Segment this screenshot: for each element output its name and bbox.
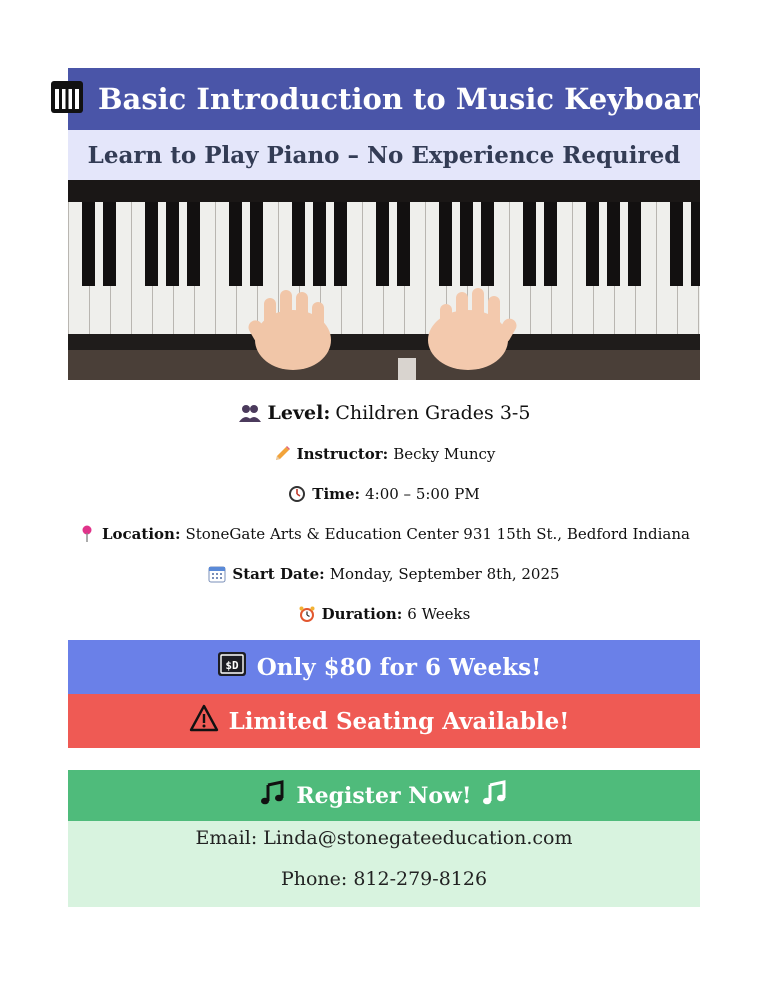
subtitle-banner xyxy=(68,130,700,180)
pencil-icon xyxy=(273,445,291,463)
white-key-edge xyxy=(68,202,69,334)
instructor-value: Becky Muncy xyxy=(393,445,496,463)
calendar-icon xyxy=(208,565,226,583)
black-key xyxy=(628,202,641,286)
white-key-edge xyxy=(572,202,573,334)
black-key xyxy=(670,202,683,286)
black-key xyxy=(229,202,242,286)
black-key xyxy=(292,202,305,286)
level-label: Level: xyxy=(267,402,331,424)
page-title: Basic Introduction to Music Keyboard xyxy=(98,82,718,116)
price-banner xyxy=(68,640,700,694)
black-key xyxy=(145,202,158,286)
black-key xyxy=(523,202,536,286)
black-key xyxy=(187,202,200,286)
black-key xyxy=(376,202,389,286)
level-row xyxy=(0,392,768,434)
start-date-label: Start Date: xyxy=(232,565,325,583)
black-key xyxy=(103,202,116,286)
limited-seating-banner xyxy=(68,694,700,748)
title-banner xyxy=(68,68,718,130)
piano-keys-icon xyxy=(50,80,84,118)
duration-row xyxy=(0,594,768,634)
white-key-edge xyxy=(215,202,216,334)
music-note-icon xyxy=(482,780,508,812)
black-key xyxy=(607,202,620,286)
black-key xyxy=(586,202,599,286)
black-key xyxy=(82,202,95,286)
black-key xyxy=(397,202,410,286)
black-key xyxy=(481,202,494,286)
register-banner xyxy=(68,770,700,821)
black-key xyxy=(460,202,473,286)
clock-icon xyxy=(288,485,306,503)
location-label: Location: xyxy=(102,525,181,543)
black-key xyxy=(166,202,179,286)
time-label: Time: xyxy=(312,485,361,503)
price-tag-icon xyxy=(217,650,247,684)
duration-value: 6 Weeks xyxy=(407,605,471,623)
black-key xyxy=(439,202,452,286)
page-subtitle: Learn to Play Piano – No Experience Required xyxy=(87,141,681,169)
white-key-edge xyxy=(425,202,426,334)
time-row xyxy=(0,474,768,514)
contact-phone[interactable]: Phone: 812-279-8126 xyxy=(280,868,488,890)
piano-hands-photo xyxy=(68,180,700,380)
white-key-edge xyxy=(509,202,510,334)
contact-email[interactable]: Email: Linda@stonegateeducation.com xyxy=(195,827,573,849)
warning-icon xyxy=(189,704,219,738)
start-date-value: Monday, September 8th, 2025 xyxy=(329,565,560,583)
start-date-row xyxy=(0,554,768,594)
contact-box xyxy=(68,821,700,907)
map-pin-icon xyxy=(78,525,96,543)
black-key xyxy=(313,202,326,286)
black-key xyxy=(691,202,700,286)
svg-text:$D: $D xyxy=(225,659,239,672)
instructor-label: Instructor: xyxy=(296,445,389,463)
register-text: Register Now! xyxy=(296,782,472,809)
black-key xyxy=(250,202,263,286)
white-key-edge xyxy=(362,202,363,334)
limited-seating-text: Limited Seating Available! xyxy=(228,707,570,735)
white-key-edge xyxy=(131,202,132,334)
price-text: Only $80 for 6 Weeks! xyxy=(256,653,542,681)
class-details xyxy=(0,392,768,634)
black-key xyxy=(544,202,557,286)
time-value: 4:00 – 5:00 PM xyxy=(365,485,480,503)
location-row xyxy=(0,514,768,554)
location-value: StoneGate Arts & Education Center 931 15th St., Bedford Indiana xyxy=(185,525,690,543)
alarm-clock-icon xyxy=(298,605,316,623)
duration-label: Duration: xyxy=(321,605,403,623)
level-value: Children Grades 3-5 xyxy=(335,402,531,424)
people-icon xyxy=(238,403,262,423)
instructor-row xyxy=(0,434,768,474)
white-key-edge xyxy=(656,202,657,334)
black-key xyxy=(334,202,347,286)
music-note-icon xyxy=(260,780,286,812)
